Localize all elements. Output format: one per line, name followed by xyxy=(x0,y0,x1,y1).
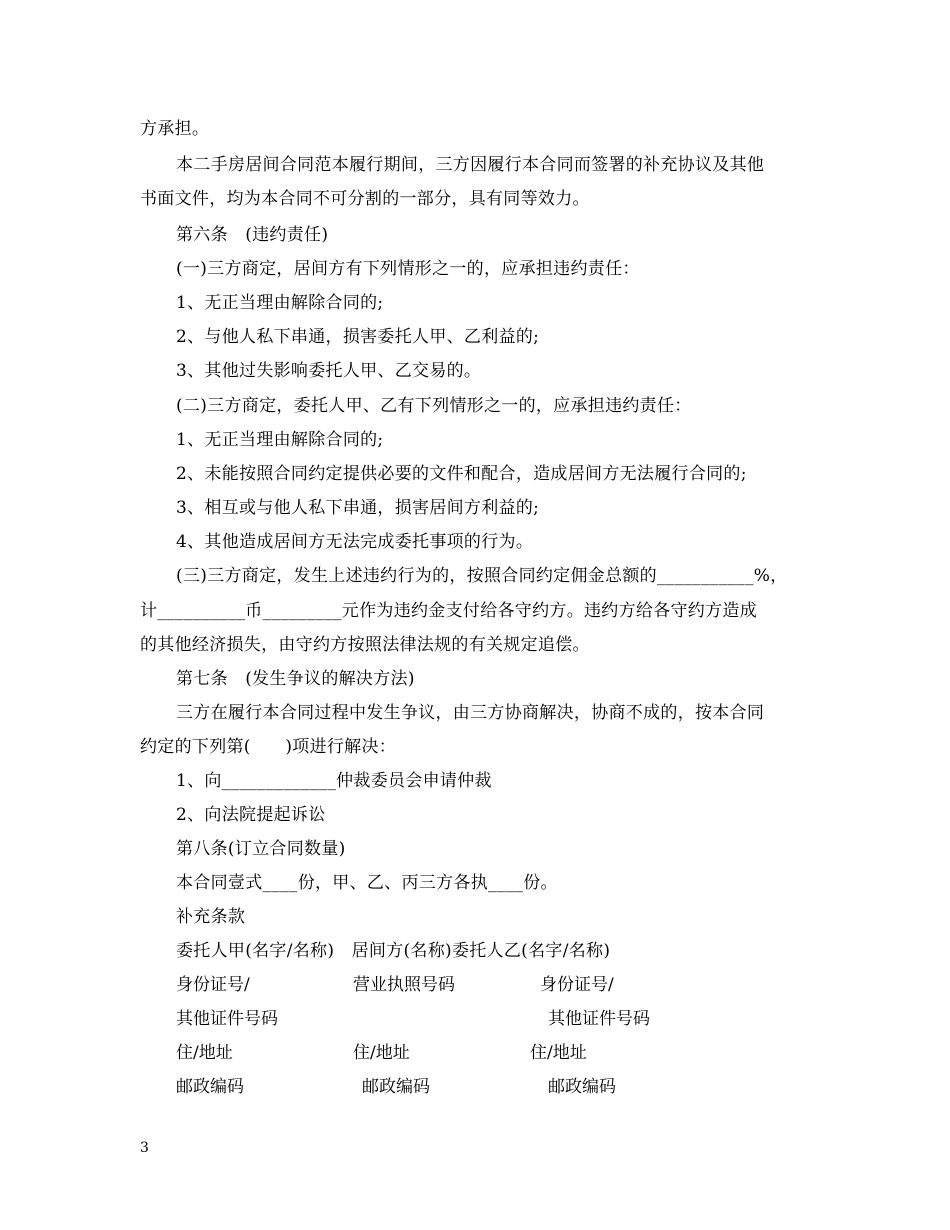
signature-field-label: 身份证号/ xyxy=(176,975,250,995)
text-line: 三方在履行本合同过程中发生争议，由三方协商解决，协商不成的，按本合同 xyxy=(176,703,765,723)
text-line: 约定的下列第( )项进行解决： xyxy=(140,737,397,757)
signature-field-label: 邮政编码 xyxy=(176,1077,244,1097)
text-line: (一)三方商定，居间方有下列情形之一的，应承担违约责任： xyxy=(176,259,640,279)
signature-field-label: 住/地址 xyxy=(530,1043,587,1063)
list-item: 1、向_____________仲裁委员会申请仲裁 xyxy=(176,771,492,791)
section-heading: 第七条 (发生争议的解决方法) xyxy=(176,669,415,689)
list-item: 4、其他造成居间方无法完成委托事项的行为。 xyxy=(176,532,534,552)
signature-field-label: 其他证件号码 xyxy=(176,1009,278,1029)
text-line: 补充条款 xyxy=(176,907,246,927)
signature-field-label: 营业执照号码 xyxy=(353,975,455,995)
signature-header: 委托人甲(名字/名称) 居间方(名称)委托人乙(名字/名称) xyxy=(176,941,611,961)
signature-field-label: 邮政编码 xyxy=(548,1077,616,1097)
signature-field-label: 身份证号/ xyxy=(540,975,614,995)
signature-field-label: 邮政编码 xyxy=(362,1077,430,1097)
text-line: (三)三方商定，发生上述违约行为的，按照合同约定佣金总额的___________%， xyxy=(176,566,788,586)
text-line: 方承担。 xyxy=(140,119,210,139)
page-number: 3 xyxy=(140,1140,149,1156)
text-line: 本二手房居间合同范本履行期间，三方因履行本合同而签署的补充协议及其他 xyxy=(176,155,765,175)
text-line: 本合同壹式____份，甲、乙、丙三方各执____份。 xyxy=(176,873,558,893)
text-line: 计__________币_________元作为违约金支付给各守约方。违约方给各守约方造成 xyxy=(140,601,757,621)
text-line: (二)三方商定，委托人甲、乙有下列情形之一的，应承担违约责任： xyxy=(176,396,692,416)
signature-field-label: 住/地址 xyxy=(176,1043,233,1063)
list-item: 1、无正当理由解除合同的; xyxy=(176,293,384,313)
list-item: 2、与他人私下串通，损害委托人甲、乙利益的; xyxy=(176,327,540,347)
text-line: 的其他经济损失，由守约方按照法律法规的有关规定追偿。 xyxy=(140,635,590,655)
list-item: 1、无正当理由解除合同的; xyxy=(176,430,384,450)
section-heading: 第八条(订立合同数量) xyxy=(176,839,346,859)
list-item: 3、相互或与他人私下串通，损害居间方利益的; xyxy=(176,498,540,518)
section-heading: 第六条 (违约责任) xyxy=(176,225,329,245)
text-line: 书面文件，均为本合同不可分割的一部分，具有同等效力。 xyxy=(140,189,590,209)
list-item: 3、其他过失影响委托人甲、乙交易的。 xyxy=(176,361,482,381)
list-item: 2、未能按照合同约定提供必要的文件和配合，造成居间方无法履行合同的; xyxy=(176,464,747,484)
list-item: 2、向法院提起诉讼 xyxy=(176,805,326,825)
signature-field-label: 其他证件号码 xyxy=(548,1009,650,1029)
signature-field-label: 住/地址 xyxy=(353,1043,410,1063)
